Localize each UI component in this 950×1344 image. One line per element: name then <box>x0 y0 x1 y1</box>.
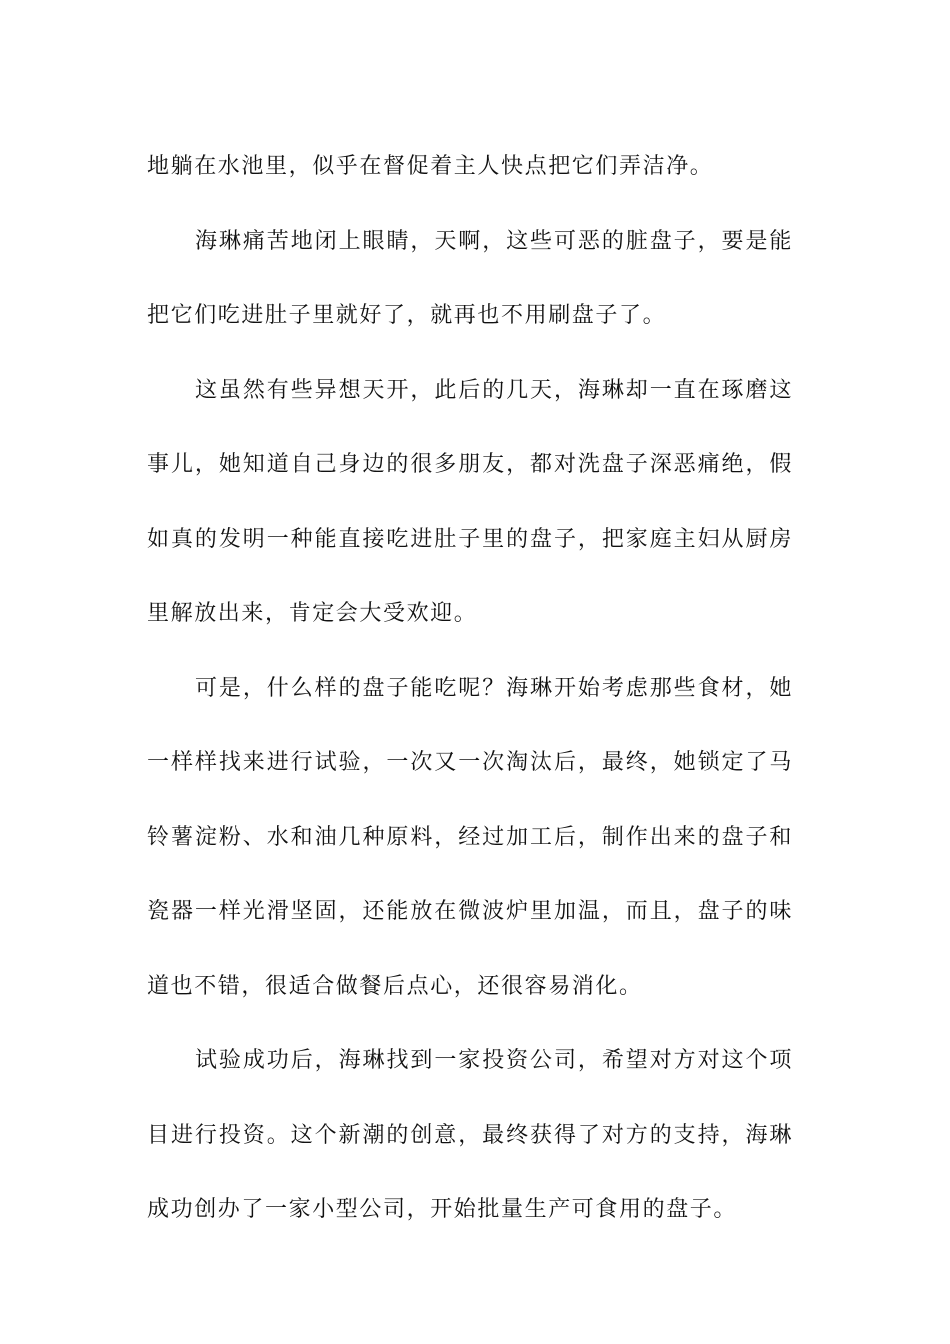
paragraph-3: 这虽然有些异想天开，此后的几天，海琳却一直在琢磨这事儿，她知道自己身边的很多朋友，都对洗盘子深恶痛绝，假如真的发明一种能直接吃进肚子里的盘子，把家庭主妇从厨房里解放出来，肯定会大受欢迎。 <box>147 377 793 626</box>
paragraph-1: 地躺在水池里，似乎在督促着主人快点把它们弄洁净。 <box>147 154 714 179</box>
body-text <box>147 130 793 1248</box>
paragraph-5: 试验成功后，海琳找到一家投资公司，希望对方对这个项目进行投资。这个新潮的创意，最终获得了对方的支持，海琳成功创办了一家小型公司，开始批量生产可食用的盘子。 <box>147 1048 793 1222</box>
paragraph-2: 海琳痛苦地闭上眼睛，天啊，这些可恶的脏盘子，要是能把它们吃进肚子里就好了，就再也不用刷盘子了。 <box>147 228 793 328</box>
paragraph-4: 可是，什么样的盘子能吃呢？海琳开始考虑那些食材，她一样样找来进行试验，一次又一次淘汰后，最终，她锁定了马铃薯淀粉、水和油几种原料，经过加工后，制作出来的盘子和瓷器一样光滑坚固，还能放在微波炉里加温，而且，盘子的味道也不错，很适合做餐后点心，还很容易消化。 <box>147 675 793 999</box>
